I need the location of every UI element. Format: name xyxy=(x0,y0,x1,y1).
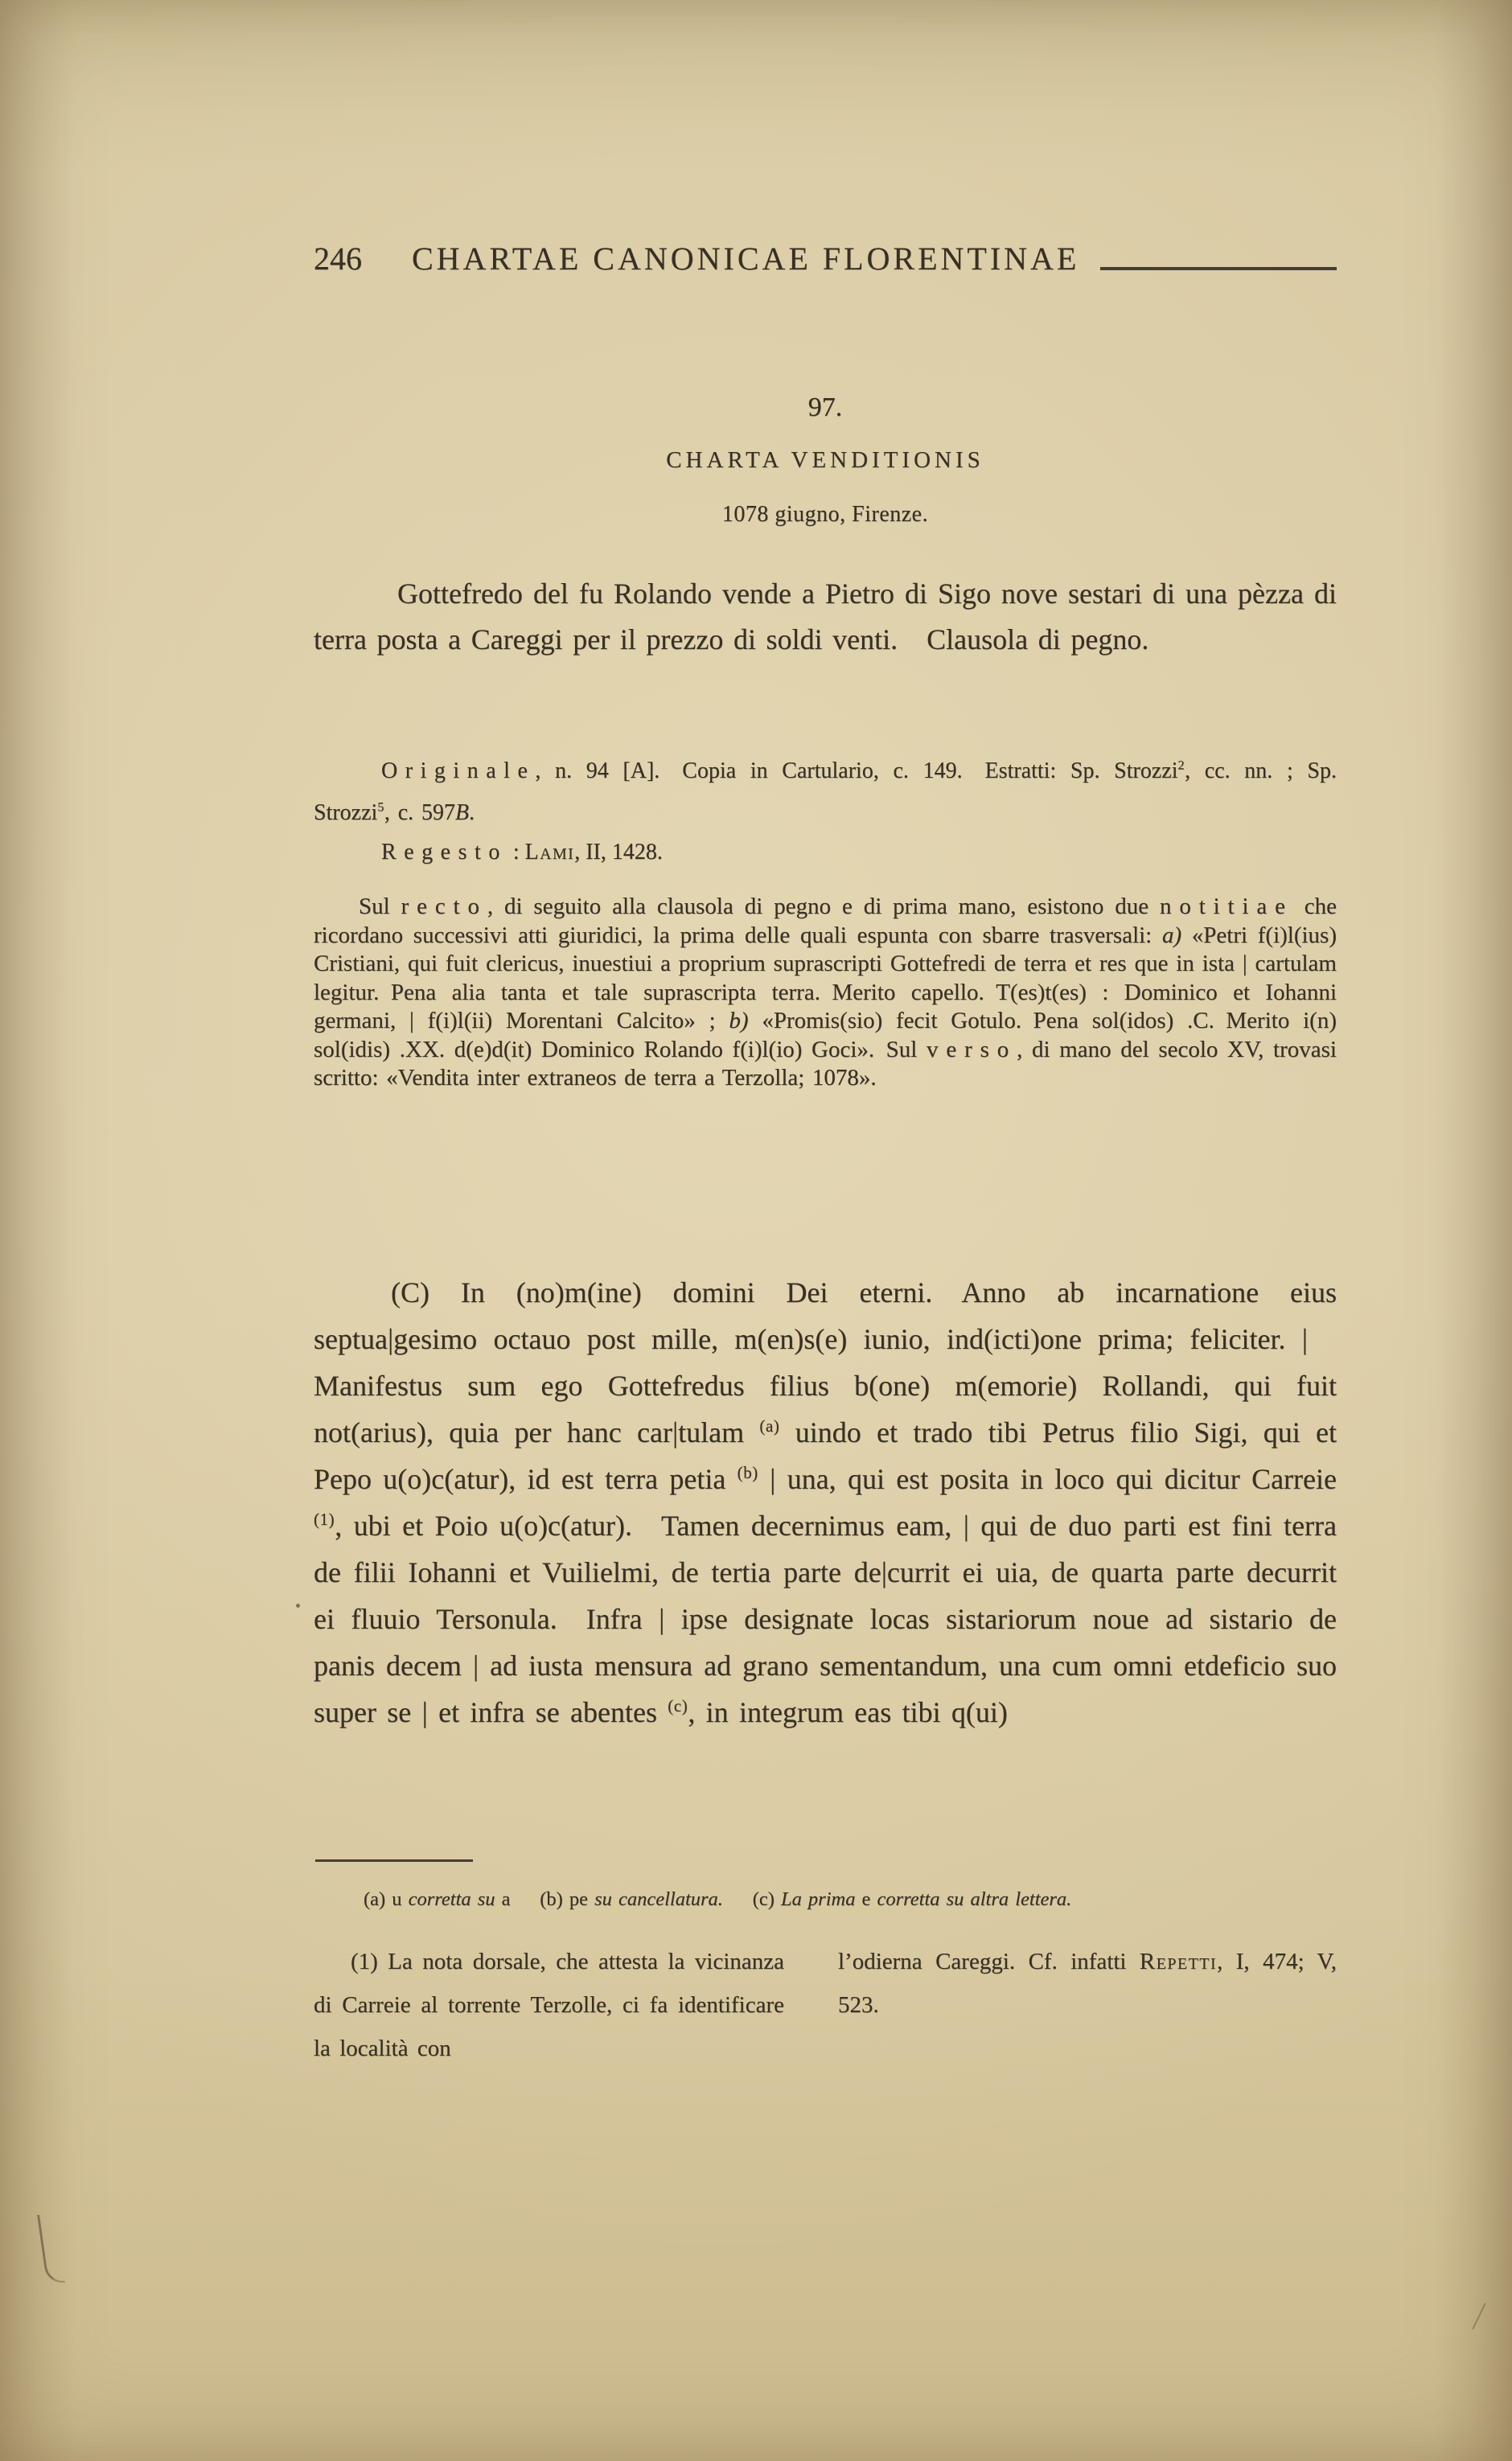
pen-mark-artifact xyxy=(37,2212,65,2285)
footnote-column-right: l’odierna Careggi. Cf. infatti Repetti, I, 474; V, 523. xyxy=(838,1949,1337,2018)
page-number: 246 xyxy=(314,240,362,277)
charter-body-text: (C) In (no)m(ine) domini Dei eterni. Anno ab incarnatione eius septua|gesimo octauo post mille, m(en)s(e) iunio, ind(icti)one prima; feliciter. | Manifestus sum ego Gottefredus filius b(one) m(emorie) Rollandi, qui fuit not(arius), quia per hanc car|tulam $^{(a)}$ uindo et trado tibi Petrus filio Sigi, qui et Pepo u(o)c(atur), id est terra petia $^{(b)}$ | una, qui est posita in loco qui dicitur Carreie $^{(1)}$, ubi et Poio u(o)c(atur). Tamen decernimus eam, | qui de duo parti est fini terra de filii Iohanni et Vuilielmi, de tertia parte de|currit ei uia, de quarta parte decurrit ei fluuio Tersonula. Infra | ipse designate locas sistariorum noue ad sistario de panis decem | ad iusta mensura ad grano sementandum, una cum omni etdeficio suo super se | et infra se abentes $^{(c)}$, in integrum eas tibi q(ui) xyxy=(314,1276,1337,1728)
charter-dateline: 1078 giugno, Firenze. xyxy=(721,502,929,527)
charter-title: CHARTA VENDITIONIS xyxy=(666,447,984,473)
footnote-rule xyxy=(315,1859,473,1862)
running-title: CHARTAE CANONICAE FLORENTINAE xyxy=(412,240,1080,277)
apparatus-regesto: Regesto : Lami, II, 1428. xyxy=(381,840,663,865)
scratch-mark-artifact xyxy=(1472,2303,1486,2329)
ink-speck-artifact xyxy=(296,1604,300,1608)
footnote-columns xyxy=(314,1940,1337,2070)
apparatus-originale: Originale, n. 94 [A]. Copia in Cartulario, c. 149. Estratti: Sp. Strozzi$^2$, cc. nn. ; Sp. Strozzi$^5$, c. 597B. xyxy=(314,758,1337,825)
charter-number: 97. xyxy=(807,392,843,422)
footnote-column-left: (1) La nota dorsale, che attesta la vicinanza di Carreie al torrente Terzolle, ci fa identificare la località con xyxy=(314,1949,784,2061)
recto-verso-note: Sul recto, di seguito alla clausola di pegno e di prima mano, esistono due notitiae che ricordano successivi atti giuridici, la prima delle quali espunta con sbarre trasversali: a) «Petri f(i)l(ius) Cristiani, qui fuit clericus, inuestiui a proprium suprascripti Gottefredi de terra et res que in ista | cartulam legitur. Pena alia tanta et tale suprascripta terra. Merito capello. T(es)t(es) : Dominico et Iohanni germani, | f(i)l(ii) Morentani Calcito» ; b) «Promis(sio) fecit Gotulo. Pena sol(idos) .C. Merito i(n) sol(idis) .XX. d(e)d(it) Dominico Rolando f(i)l(io) Goci». Sul verso, di mano del secolo XV, trovasi scritto: «Vendita inter extraneos de terra a Terzolla; 1078». xyxy=(314,894,1337,1091)
footnote-apparatus-line: (a) u corretta su a (b) pe su cancellatura. (c) La prima e corretta su altra lettera. xyxy=(364,1888,1072,1910)
page-header xyxy=(314,240,1337,277)
header-rule xyxy=(1100,267,1337,270)
charter-summary: Gottefredo del fu Rolando vende a Pietro di Sigo nove sestari di una pèzza di terra posta a Careggi per il prezzo di soldi venti. Clausola di pegno. xyxy=(314,577,1337,655)
